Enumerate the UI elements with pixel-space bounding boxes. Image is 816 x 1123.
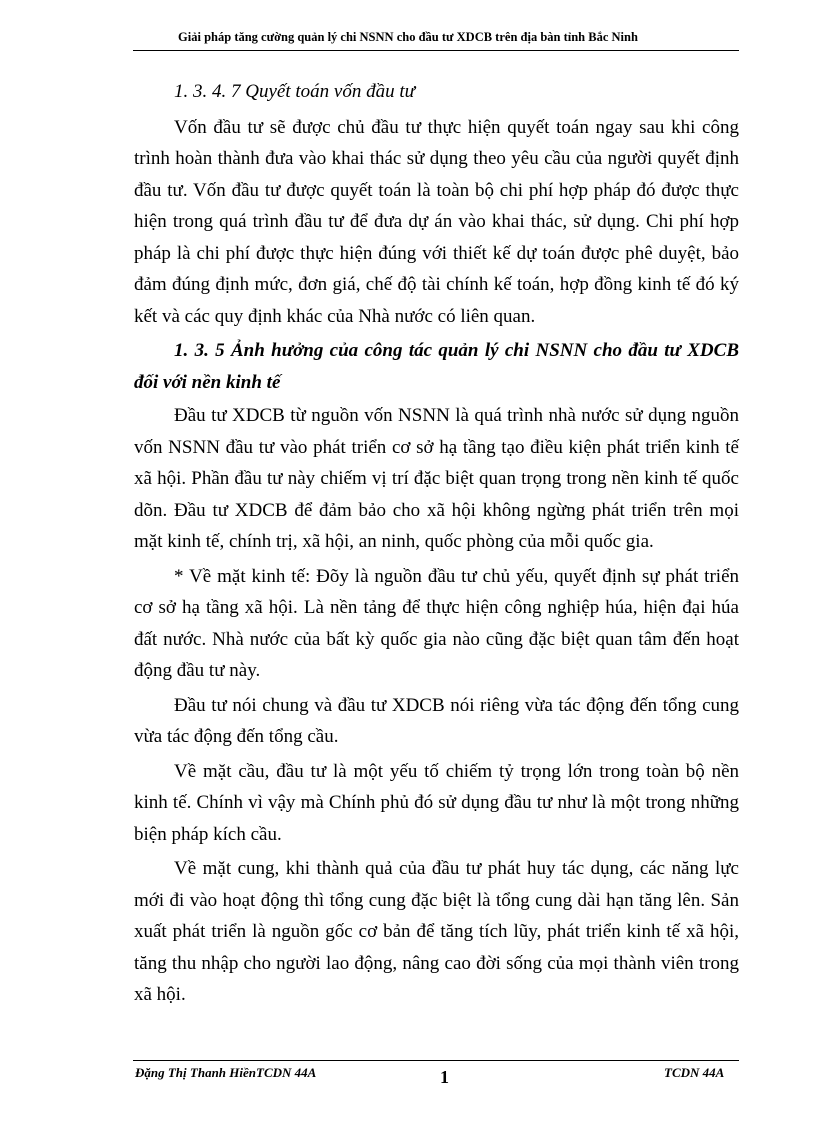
paragraph-demand-side: Về mặt cầu, đầu tư là một yếu tố chiếm tỷ trọng lớn trong toàn bộ nền kinh tế. Chính vì vậy mà Chính phủ đó sử dụng đầu tư như là một trong những biện pháp kích cầu. xyxy=(134,760,739,845)
paragraph-intro: Đầu tư XDCB từ nguồn vốn NSNN là quá trình nhà nước sử dụng nguồn vốn NSNN đầu tư vào phát triển cơ sở hạ tầng tạo điều kiện phát triển kinh tế xã hội. Phần đầu tư này chiếm vị trí đặc biệt quan trọng trong nền kinh tế quốc dõn. Đầu tư XDCB để đảm bảo cho xã hội không ngừng phát triển trên mọi mặt kinh tế, chính trị, xã hội, an ninh, quốc phòng của mỗi quốc gia. xyxy=(134,405,739,552)
footer-author: Đặng Thị Thanh HiềnTCDN 44A xyxy=(135,1065,317,1080)
footer-class: TCDN 44A xyxy=(664,1065,725,1080)
section-heading: 1. 3. 5 Ảnh hưởng của công tác quản lý chi NSNN cho đầu tư XDCB đối với nền kinh tế xyxy=(134,340,739,393)
document-body xyxy=(134,76,739,1014)
header-divider xyxy=(133,50,739,51)
paragraph-settlement: Vốn đầu tư sẽ được chủ đầu tư thực hiện quyết toán ngay sau khi công trình hoàn thành đưa vào khai thác sử dụng theo yêu cầu của người quyết định đầu tư. Vốn đầu tư được quyết toán là toàn bộ chi phí hợp pháp đó được thực hiện trong quá trình đầu tư để đưa dự án vào khai thác, sử dụng. Chi phí hợp pháp là chi phí được thực hiện đúng với thiết kế dự toán được phê duyệt, bảo đảm đúng định mức, đơn giá, chế độ tài chính kế toán, hợp đồng kinh tế đó ký kết và các quy định khác của Nhà nước có liên quan. xyxy=(134,116,739,327)
subsection-heading: 1. 3. 4. 7 Quyết toán vốn đầu tư xyxy=(174,81,415,102)
page-number: 1 xyxy=(440,1067,449,1087)
footer-divider xyxy=(133,1060,739,1061)
page-header-title: Giải pháp tăng cường quản lý chi NSNN cho đầu tư XDCB trên địa bàn tỉnh Bắc Ninh xyxy=(178,30,638,44)
paragraph-economic-aspect: * Về mặt kinh tế: Đõy là nguồn đầu tư chủ yếu, quyết định sự phát triển cơ sở hạ tầng xã hội. Là nền tảng để thực hiện công nghiệp húa, hiện đại húa đất nước. Nhà nước của bất kỳ quốc gia nào cũng đặc biệt quan tâm đến hoạt động đầu tư này. xyxy=(134,565,739,681)
paragraph-supply-side: Về mặt cung, khi thành quả của đầu tư phát huy tác dụng, các năng lực mới đi vào hoạt động thì tổng cung đặc biệt là tổng cung dài hạn tăng lên. Sản xuất phát triển là nguồn gốc cơ bản để tăng tích lũy, phát triển kinh tế xã hội, tăng thu nhập cho người lao động, nâng cao đời sống của mọi thành viên trong xã hội. xyxy=(134,858,739,1005)
paragraph-supply-demand: Đầu tư nói chung và đầu tư XDCB nói riêng vừa tác động đến tổng cung vừa tác động đến tổng cầu. xyxy=(134,694,739,747)
